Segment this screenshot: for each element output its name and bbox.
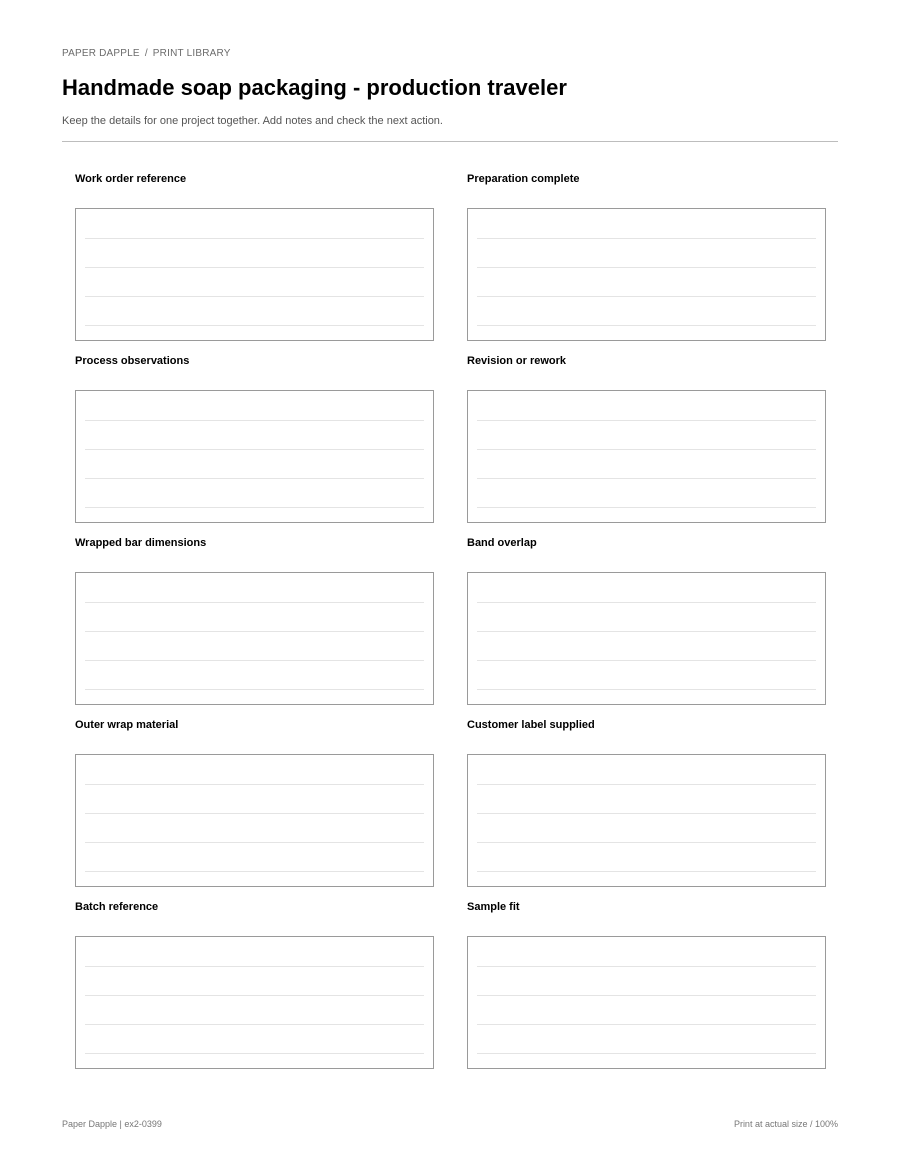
breadcrumb (62, 48, 231, 59)
ruled-line (85, 602, 424, 603)
breadcrumb-item-library[interactable]: PRINT LIBRARY (152, 48, 231, 59)
ruled-line (477, 296, 816, 297)
writing-box[interactable] (467, 572, 826, 705)
field-customer-label-supplied (467, 719, 826, 883)
field-outer-wrap-material (75, 719, 434, 883)
ruled-line (477, 449, 816, 450)
ruled-line (477, 325, 816, 326)
ruled-line (477, 966, 816, 967)
ruled-line (85, 296, 424, 297)
ruled-line (85, 995, 424, 996)
ruled-line (477, 631, 816, 632)
ruled-line (477, 420, 816, 421)
ruled-line (85, 478, 424, 479)
footer-print-note: Print at actual size / 100% (733, 1119, 838, 1129)
ruled-line (477, 995, 816, 996)
field-wrapped-bar-dimensions (75, 537, 434, 701)
form-field-grid (75, 173, 826, 1065)
ruled-line (477, 842, 816, 843)
field-sample-fit (467, 901, 826, 1065)
ruled-line (85, 842, 424, 843)
ruled-line (477, 784, 816, 785)
ruled-line (477, 507, 816, 508)
field-label: Wrapped bar dimensions (75, 537, 207, 549)
field-work-order-reference (75, 173, 434, 337)
field-batch-reference (75, 901, 434, 1065)
printable-page (62, 0, 838, 1165)
writing-box[interactable] (75, 754, 434, 887)
field-label: Batch reference (75, 901, 159, 913)
ruled-line (477, 478, 816, 479)
page-title: Handmade soap packaging - production traveler (62, 75, 567, 100)
ruled-line (477, 1053, 816, 1054)
ruled-line (85, 325, 424, 326)
ruled-line (85, 871, 424, 872)
ruled-line (85, 631, 424, 632)
ruled-line (477, 238, 816, 239)
writing-box[interactable] (75, 936, 434, 1069)
ruled-line (477, 602, 816, 603)
ruled-line (85, 267, 424, 268)
ruled-line (85, 238, 424, 239)
field-label: Sample fit (467, 901, 520, 913)
writing-box[interactable] (467, 390, 826, 523)
page-subtitle: Keep the details for one project together. Add notes and check the next action. (62, 115, 443, 127)
ruled-line (477, 813, 816, 814)
ruled-line (477, 1024, 816, 1025)
ruled-line (85, 966, 424, 967)
writing-box[interactable] (467, 936, 826, 1069)
ruled-line (85, 507, 424, 508)
field-label: Revision or rework (467, 355, 567, 367)
field-process-observations (75, 355, 434, 519)
ruled-line (85, 1053, 424, 1054)
ruled-line (85, 813, 424, 814)
breadcrumb-separator: / (144, 48, 148, 59)
ruled-line (85, 660, 424, 661)
ruled-line (85, 1024, 424, 1025)
field-label: Customer label supplied (467, 719, 595, 731)
field-revision-or-rework (467, 355, 826, 519)
writing-box[interactable] (467, 754, 826, 887)
field-label: Outer wrap material (75, 719, 179, 731)
writing-box[interactable] (467, 208, 826, 341)
ruled-line (85, 449, 424, 450)
writing-box[interactable] (75, 390, 434, 523)
breadcrumb-item-brand[interactable]: PAPER DAPPLE (62, 48, 140, 59)
field-label: Work order reference (75, 173, 187, 185)
writing-box[interactable] (75, 572, 434, 705)
field-label: Preparation complete (467, 173, 580, 185)
ruled-line (477, 660, 816, 661)
field-label: Process observations (75, 355, 190, 367)
ruled-line (85, 784, 424, 785)
field-band-overlap (467, 537, 826, 701)
ruled-line (477, 871, 816, 872)
ruled-line (477, 267, 816, 268)
field-preparation-complete (467, 173, 826, 337)
header-divider (62, 141, 838, 142)
ruled-line (85, 420, 424, 421)
ruled-line (85, 689, 424, 690)
ruled-line (477, 689, 816, 690)
field-label: Band overlap (467, 537, 537, 549)
writing-box[interactable] (75, 208, 434, 341)
footer-document-id: Paper Dapple | ex2-0399 (62, 1119, 162, 1129)
